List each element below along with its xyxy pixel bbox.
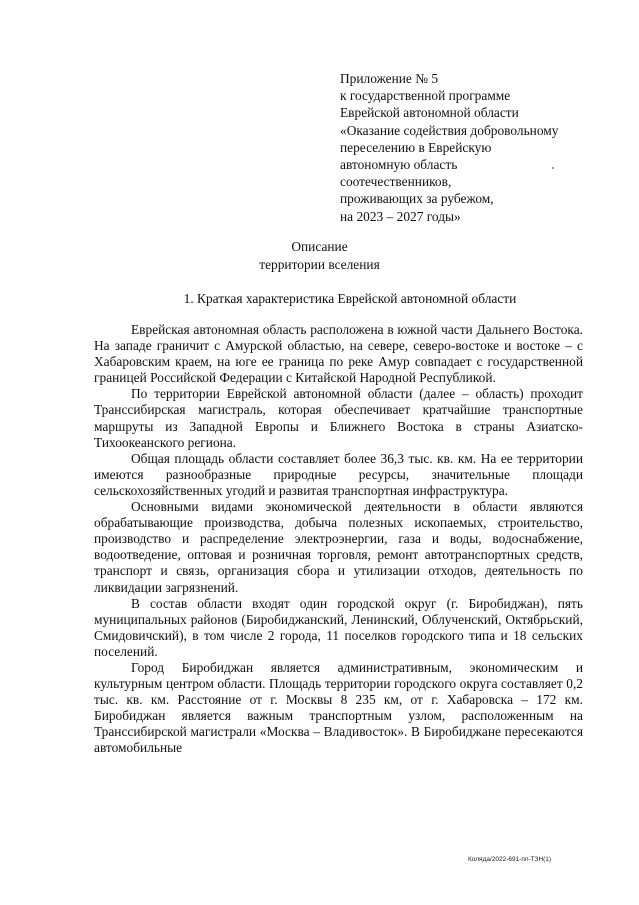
appendix-line: Приложение № 5 [340,71,439,86]
paragraph: Общая площадь области составляет более 36,3 тыс. кв. км. На ее территории имеются разнообразные природные ресурсы, значительные площади сельскохозяйственных угодий и развитая транспортная инфраструктура. [94,450,583,498]
appendix-line: проживающих за рубежом, [340,191,494,207]
appendix-line: на 2023 – 2027 годы» [340,208,461,224]
appendix-line: переселению в Еврейскую [340,139,492,155]
appendix-line: Еврейской автономной области [340,105,519,121]
paragraph: Еврейская автономная область расположена в южной части Дальнего Востока. На западе граничит с Амурской областью, на севере, северо-востоке и востоке – с Хабаровским краем, на юге ее граница по реке Амур совпадает с государственной границей Российской Федерации с Китайской Народной Республикой. [94,322,583,386]
paragraph: В состав области входят один городской округ (г. Биробиджан), пять муниципальных районов (Биробиджанский, Ленинский, Облученский, Октябрьский, Смидовичский), в том числе 2 города, 11 поселков городского типа и 18 сельских поселений. [94,595,583,659]
document-title [0,238,639,274]
body-text [94,322,583,757]
appendix-line: «Оказание содействия добровольному [340,122,559,138]
appendix-line: к государственной программе [340,88,511,104]
appendix-block [340,70,600,225]
appendix-line: соотечественников, [340,174,452,190]
paragraph: Город Биробиджан является административным, экономическим и культурным центром области. Площадь территории городского округа составляет 0,2 тыс. кв. км. Расстояние от г. Москвы 8 235 км, от г. Хабаровска – 172 км. Биробиджан является важным транспортным узлом, расположенным на Транссибирской магистрали «Москва – Владивосток». В Биробиджане пересекаются автомобильные [94,659,583,756]
paragraph: По территории Еврейской автономной области (далее – область) проходит Транссибирская магистраль, которая обеспечивает кратчайшие транспортные маршруты из Западной Европы и Ближнего Востока в страны Азиатско-Тихоокеанского региона. [94,386,583,450]
title-line-1: Описание [291,239,348,254]
paragraph: Основными видами экономической деятельности в области являются обрабатывающие производства, добыча полезных ископаемых, строительство, производство и распределение электроэнергии, газа и воды, водоснабжение, водоотведение, оптовая и розничная торговля, ремонт автотранспортных средств, транспорт и связь, организация сбора и утилизации отходов, деятельность по ликвидации загрязнений. [94,499,583,595]
section-heading: 1. Краткая характеристика Еврейской автономной области [183,291,517,306]
title-line-2: территории вселения [259,257,380,272]
document-code: Коляда/2022-691-пп-ТЗН(1) [468,856,552,863]
stray-mark [552,167,554,169]
appendix-line: автономную область [340,157,458,173]
